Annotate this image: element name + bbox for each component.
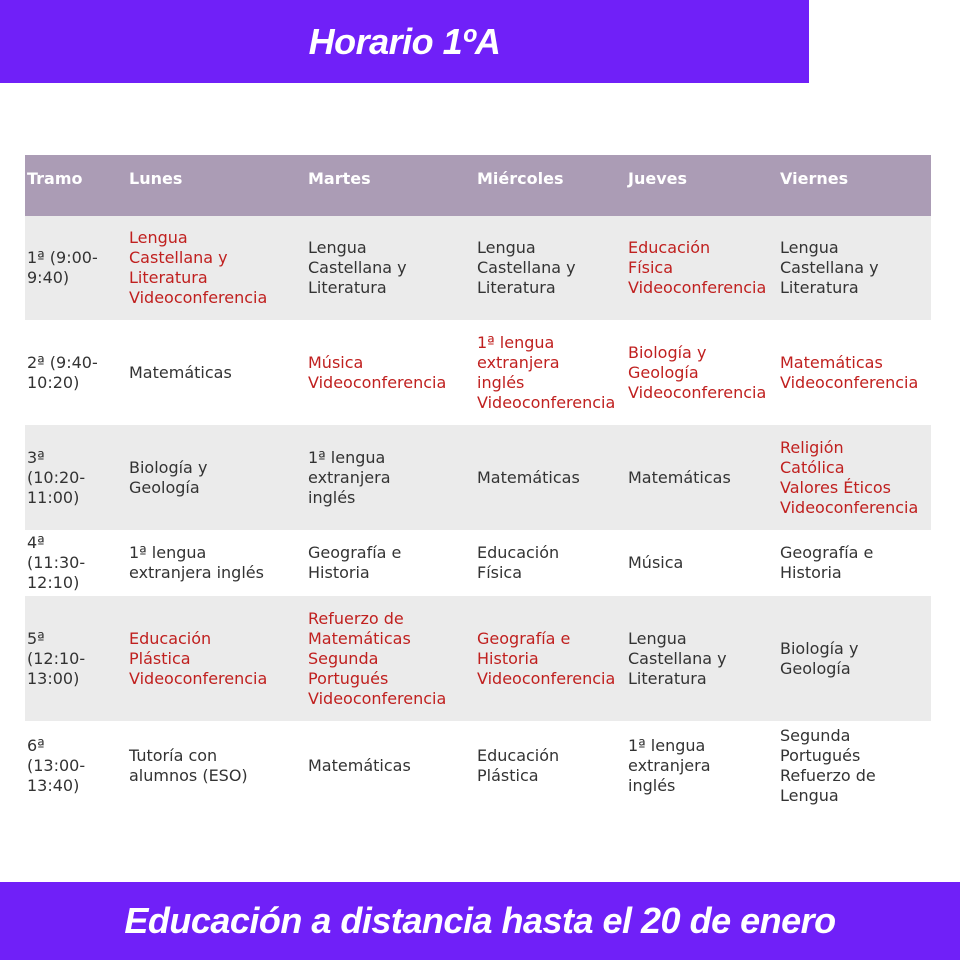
subject-label: Lengua Castellana y Literatura Videoconferencia [129, 228, 268, 307]
schedule-cell-lunes [129, 721, 308, 810]
subject-label: Biología y Geología [129, 457, 208, 497]
tramo-label: 2ª (9:40- 10:20) [27, 352, 98, 392]
subject-label: Educación Plástica [477, 745, 560, 785]
schedule-cell-jueves [628, 596, 780, 721]
schedule-cell-miercoles [477, 530, 628, 596]
schedule-cell-martes [308, 530, 477, 596]
schedule-cell-miercoles [477, 596, 628, 721]
schedule-cell-viernes [780, 530, 931, 596]
subject-label: Geografía e Historia [308, 543, 402, 582]
schedule-cell-jueves [628, 425, 780, 530]
subject-label: Lengua Castellana y Literatura [308, 238, 407, 297]
column-header-tramo: Tramo [27, 168, 83, 188]
subject-label: Geografía e Historia Videoconferencia [477, 628, 616, 688]
tramo-cell [25, 721, 129, 810]
subject-label: 1ª lengua extranjera inglés [308, 447, 391, 507]
subject-label: Matemáticas Videoconferencia [780, 352, 919, 392]
schedule-cell-miercoles [477, 320, 628, 425]
tramo-cell [25, 530, 129, 596]
subject-label: 1ª lengua extranjera inglés [628, 735, 711, 795]
subject-label: Geografía e Historia [780, 543, 874, 582]
tramo-cell [25, 425, 129, 530]
column-header-jueves: Jueves [628, 168, 687, 188]
tramo-label: 1ª (9:00- 9:40) [27, 248, 98, 287]
subject-label: Matemáticas [308, 755, 411, 775]
schedule-cell-jueves [628, 216, 780, 320]
schedule-cell-lunes [129, 530, 308, 596]
footer-text: Educación a distancia hasta el 20 de enero [124, 900, 836, 941]
subject-label: Matemáticas [628, 467, 731, 487]
tramo-label: 3ª (10:20- 11:00) [27, 447, 86, 507]
tramo-label: 6ª (13:00- 13:40) [27, 735, 86, 795]
page-title: Horario 1ºA [308, 20, 501, 62]
schedule-cell-miercoles [477, 216, 628, 320]
subject-label: Lengua Castellana y Literatura [628, 628, 727, 688]
schedule-cell-jueves [628, 320, 780, 425]
schedule-cell-jueves [628, 530, 780, 596]
footer-banner [0, 882, 960, 960]
subject-label: Educación Física Videoconferencia [628, 238, 767, 297]
subject-label: Matemáticas [477, 467, 580, 487]
table-row [25, 320, 931, 425]
column-header-martes: Martes [308, 168, 371, 188]
subject-label: Tutoría con alumnos (ESO) [129, 745, 248, 785]
subject-label: Música Videoconferencia [308, 352, 447, 392]
schedule-cell-lunes [129, 596, 308, 721]
table-row [25, 216, 931, 320]
subject-label: 1ª lengua extranjera inglés Videoconferencia [477, 332, 616, 412]
schedule-cell-viernes [780, 216, 931, 320]
table-row [25, 530, 931, 596]
schedule-cell-lunes [129, 216, 308, 320]
tramo-cell [25, 320, 129, 425]
schedule-cell-martes [308, 721, 477, 810]
schedule-cell-viernes [780, 596, 931, 721]
schedule-cell-martes [308, 425, 477, 530]
subject-label: 1ª lengua extranjera inglés [129, 543, 264, 582]
schedule-cell-jueves [628, 721, 780, 810]
column-header-miercoles: Miércoles [477, 168, 564, 188]
table-header-row [25, 155, 931, 216]
table-row [25, 425, 931, 530]
subject-label: Refuerzo de Matemáticas Segunda Portugués Videoconferencia [308, 608, 447, 708]
schedule-cell-viernes [780, 425, 931, 530]
schedule-cell-martes [308, 320, 477, 425]
subject-label: Biología y Geología Videoconferencia [628, 342, 767, 402]
column-header-lunes: Lunes [129, 168, 183, 188]
subject-label: Lengua Castellana y Literatura [780, 238, 879, 297]
column-header-viernes: Viernes [780, 168, 849, 188]
tramo-cell [25, 596, 129, 721]
schedule-table [25, 155, 931, 810]
tramo-cell [25, 216, 129, 320]
subject-label: Religión Católica Valores Éticos Videoconferencia [780, 437, 919, 517]
schedule-cell-viernes [780, 320, 931, 425]
table-row [25, 596, 931, 721]
subject-label: Lengua Castellana y Literatura [477, 238, 576, 297]
subject-label: Biología y Geología [780, 638, 859, 678]
schedule-cell-lunes [129, 425, 308, 530]
schedule-cell-viernes [780, 721, 931, 810]
schedule-cell-miercoles [477, 425, 628, 530]
schedule-cell-martes [308, 596, 477, 721]
subject-label: Segunda Portugués Refuerzo de Lengua [780, 725, 876, 805]
tramo-label: 4ª (11:30- 12:10) [27, 533, 86, 592]
schedule-cell-martes [308, 216, 477, 320]
subject-label: Educación Física [477, 543, 560, 582]
title-banner [0, 0, 809, 83]
subject-label: Música [628, 553, 684, 572]
schedule-cell-miercoles [477, 721, 628, 810]
subject-label: Educación Plástica Videoconferencia [129, 628, 268, 688]
subject-label: Matemáticas [129, 362, 232, 382]
table-row [25, 721, 931, 810]
schedule-cell-lunes [129, 320, 308, 425]
tramo-label: 5ª (12:10- 13:00) [27, 628, 86, 688]
